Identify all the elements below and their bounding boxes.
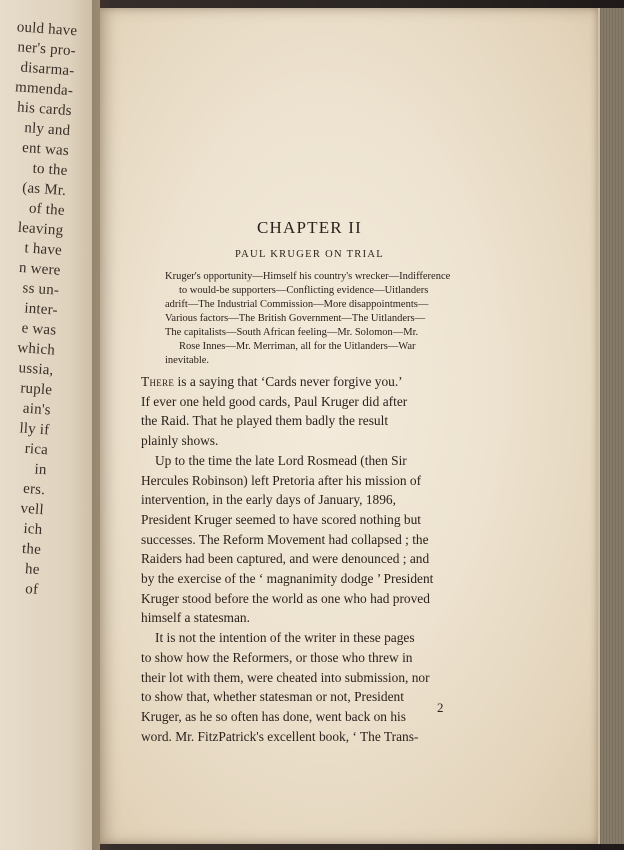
body-line: the Raid. That he played them badly the result	[141, 413, 389, 429]
synopsis-line: to would-be supporters—Conflicting evidence—Uitlanders	[179, 285, 429, 296]
left-fragment: ain's	[22, 400, 52, 419]
left-fragment: ent was	[21, 139, 70, 160]
left-fragment: vell	[19, 500, 45, 519]
body-line: If ever one held good cards, Paul Kruger did after	[141, 393, 408, 409]
page-content	[127, 0, 492, 850]
body-line: President Kruger seemed to have scored nothing but	[141, 511, 422, 527]
left-fragment: the	[21, 540, 42, 559]
body-line: It is not the intention of the writer in these pages	[155, 630, 415, 646]
body-text	[141, 372, 486, 746]
body-line: successes. The Reform Movement had collapsed ; the	[141, 531, 429, 547]
body-line: their lot with them, were cheated into submission, nor	[141, 669, 430, 685]
chapter-synopsis	[165, 270, 461, 368]
page-number: 2	[437, 700, 444, 715]
left-fragment: nly and	[23, 119, 71, 140]
left-page-text	[0, 18, 100, 599]
left-fragment: ers.	[22, 480, 46, 499]
left-fragment: ss un-	[22, 280, 60, 299]
left-fragment: mmenda-	[14, 79, 74, 100]
body-line: Kruger, as he so often has done, went back on his	[141, 708, 406, 724]
left-fragment: ich	[22, 520, 43, 539]
left-fragment: n were	[18, 259, 62, 279]
synopsis-line: The capitalists—South African feeling—Mr. Solomon—Mr.	[165, 327, 419, 338]
left-fragment: t have	[24, 240, 63, 259]
body-line: by the exercise of the ‘ magnanimity dodge ’ President	[141, 571, 434, 587]
left-fragment: e was	[21, 320, 57, 339]
left-fragment: which	[16, 340, 56, 359]
left-fragment: of	[24, 581, 39, 599]
page-edges	[598, 8, 624, 844]
chapter-title: CHAPTER II	[256, 218, 363, 237]
left-fragment: in	[33, 461, 48, 479]
body-line: word. Mr. FitzPatrick's excellent book, ‘ The Trans-	[141, 728, 419, 744]
drop-word: There	[141, 374, 175, 389]
body-line: Up to the time the late Lord Rosmead (then Sir	[155, 452, 407, 468]
left-fragment: to the	[32, 160, 69, 180]
body-line: Kruger stood before the world as one who had proved	[141, 590, 430, 606]
synopsis-line: Kruger's opportunity—Himself his country's wrecker—Indifference	[165, 271, 451, 282]
left-fragment: ould have	[16, 19, 78, 40]
body-line: Raiders had been captured, and were denounced ; and	[141, 551, 430, 567]
body-line: plainly shows.	[141, 433, 219, 449]
body-line: himself a statesman.	[141, 610, 250, 626]
left-fragment: inter-	[23, 300, 59, 319]
body-first-line	[141, 372, 486, 392]
body-line: intervention, in the early days of January, 1896,	[141, 492, 396, 508]
left-page	[0, 0, 100, 850]
synopsis-line: adrift—The Industrial Commission—More disappointments—	[165, 299, 429, 310]
left-fragment: ussia,	[18, 360, 55, 379]
synopsis-line: Rose Innes—Mr. Merriman, all for the Uitlanders—War	[179, 341, 416, 352]
left-fragment: he	[24, 561, 41, 579]
body-line: to show how the Reformers, or those who threw in	[141, 649, 413, 665]
synopsis-line: inevitable.	[165, 355, 210, 366]
left-fragment: disarma-	[19, 59, 76, 80]
chapter-subtitle: PAUL KRUGER ON TRIAL	[235, 249, 384, 260]
left-fragment: of the	[28, 200, 66, 219]
body-line: to show that, whether statesman or not, President	[141, 689, 404, 705]
left-fragment: ner's pro-	[17, 39, 77, 60]
left-fragment: leaving	[17, 219, 64, 239]
left-fragment: lly if	[18, 420, 50, 439]
left-fragment: (as Mr.	[21, 179, 67, 200]
left-fragment: his cards	[16, 99, 73, 120]
body-first-line-rest: is a saying that ‘Cards never forgive you.’	[174, 374, 403, 389]
left-fragment: rica	[24, 440, 49, 459]
left-fragment: ruple	[19, 380, 53, 399]
synopsis-line: Various factors—The British Government—The Uitlanders—	[165, 313, 426, 324]
body-line: Hercules Robinson) left Pretoria after his mission of	[141, 472, 422, 488]
